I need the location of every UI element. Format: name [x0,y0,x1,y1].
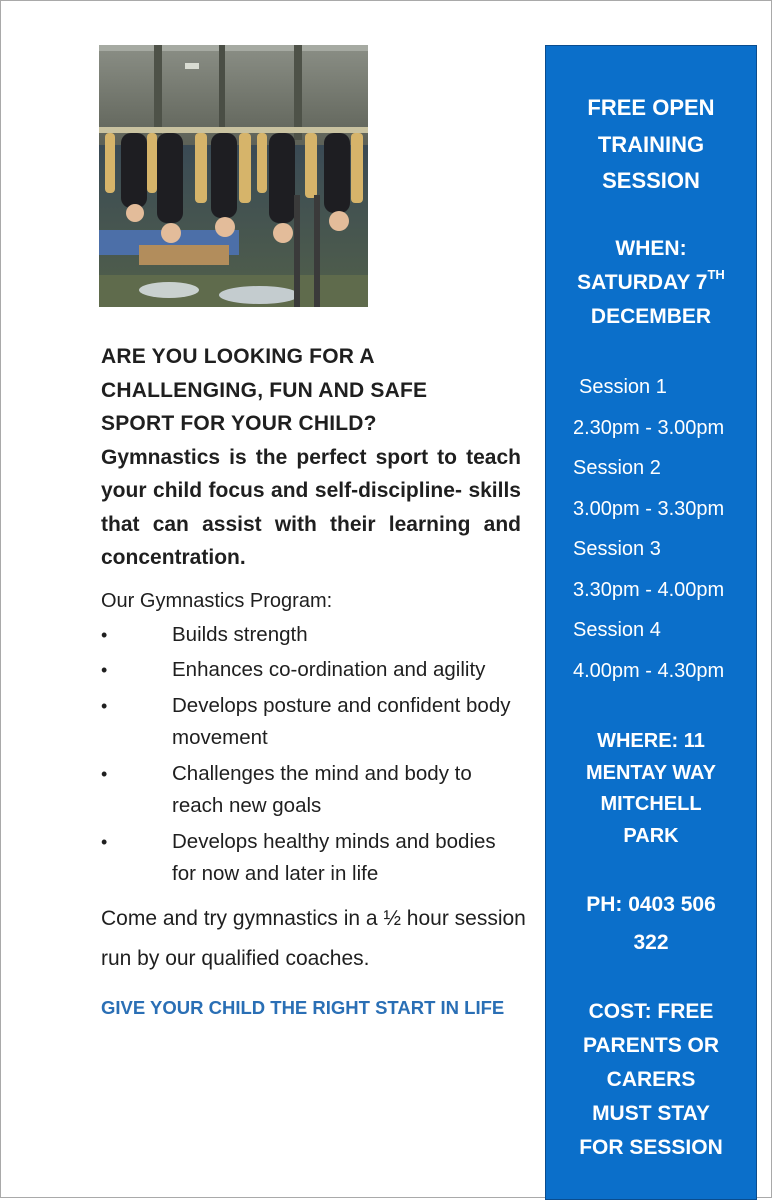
when-day [546,266,756,300]
where-line: MITCHELL [600,793,702,815]
phone-line: PH: 0403 506 [586,893,716,916]
cost-line: FOR SESSION [579,1136,723,1159]
session-time: 2.30pm - 3.00pm [573,416,725,439]
session-info-sidebar [545,45,757,1200]
session-time: 3.30pm - 4.00pm [573,578,725,601]
where-block [546,726,756,852]
sidebar-title-line: TRAINING [597,131,705,157]
sidebar-title [546,90,756,200]
where-line: WHERE: 11 [597,730,705,752]
cost-block [546,995,756,1165]
when-day-text: SATURDAY 7 [577,271,708,294]
session-label: Session 1 [579,376,667,398]
session-label: Session 2 [573,457,661,479]
come-try-paragraph: Come and try gymnastics in a ½ hour session run by our qualified coaches. [101,906,526,970]
phone-line: 322 [633,931,669,954]
cost-line: CARERS [606,1068,696,1091]
session-time: 4.00pm - 4.30pm [573,659,725,682]
headline-line: SPORT FOR YOUR CHILD? [101,412,377,435]
gymnasts-photo [99,45,368,307]
sidebar-title-line: SESSION [602,168,700,193]
when-block [546,232,756,334]
bullet-text: Challenges the mind and body to reach new goals [172,761,472,817]
list-item [101,826,521,891]
bullet-icon: • [101,763,108,784]
list-item [101,758,521,823]
bullet-icon: • [101,624,108,645]
bullet-text: Develops posture and confident body movement [172,693,511,749]
headline-line: ARE YOU LOOKING FOR A [101,345,375,368]
when-label: WHEN: [615,237,687,260]
bullet-icon: • [101,695,108,716]
program-title: Our Gymnastics Program: [101,589,333,612]
cta-text: GIVE YOUR CHILD THE RIGHT START IN LIFE [101,996,505,1018]
cost-line: PARENTS OR [582,1034,720,1057]
list-item [101,619,521,652]
left-column [101,340,526,1024]
session-times [573,372,724,696]
sidebar-title-line: FREE OPEN [587,95,715,120]
bullet-text: Builds strength [172,622,308,646]
where-line: PARK [623,824,679,847]
list-item [101,654,521,687]
cost-line: COST: FREE [588,1000,714,1023]
cost-line: MUST STAY [592,1102,710,1125]
bullet-icon: • [101,660,108,680]
headline [101,340,521,441]
bullet-text: Enhances co-ordination and agility [172,658,486,681]
bullet-icon: • [101,831,108,852]
bullet-text: Develops healthy minds and bodies for now and later in life [172,829,496,885]
phone-block [546,886,756,962]
list-item [101,690,521,755]
gymnasts-hanging-upside-down-photo [99,45,368,307]
session-time: 3.00pm - 3.30pm [573,497,725,520]
where-line: MENTAY WAY [585,761,717,784]
session-label: Session 4 [573,619,661,641]
when-month: DECEMBER [590,305,712,328]
when-day-suffix: TH [707,267,725,282]
headline-line: CHALLENGING, FUN AND SAFE [101,378,428,402]
session-label: Session 3 [573,538,661,560]
intro-paragraph: Gymnastics is the perfect sport to teach your child focus and self-discipline- skills that can assist with their learning and concentration. [101,445,521,569]
program-bullet-list [101,619,521,891]
